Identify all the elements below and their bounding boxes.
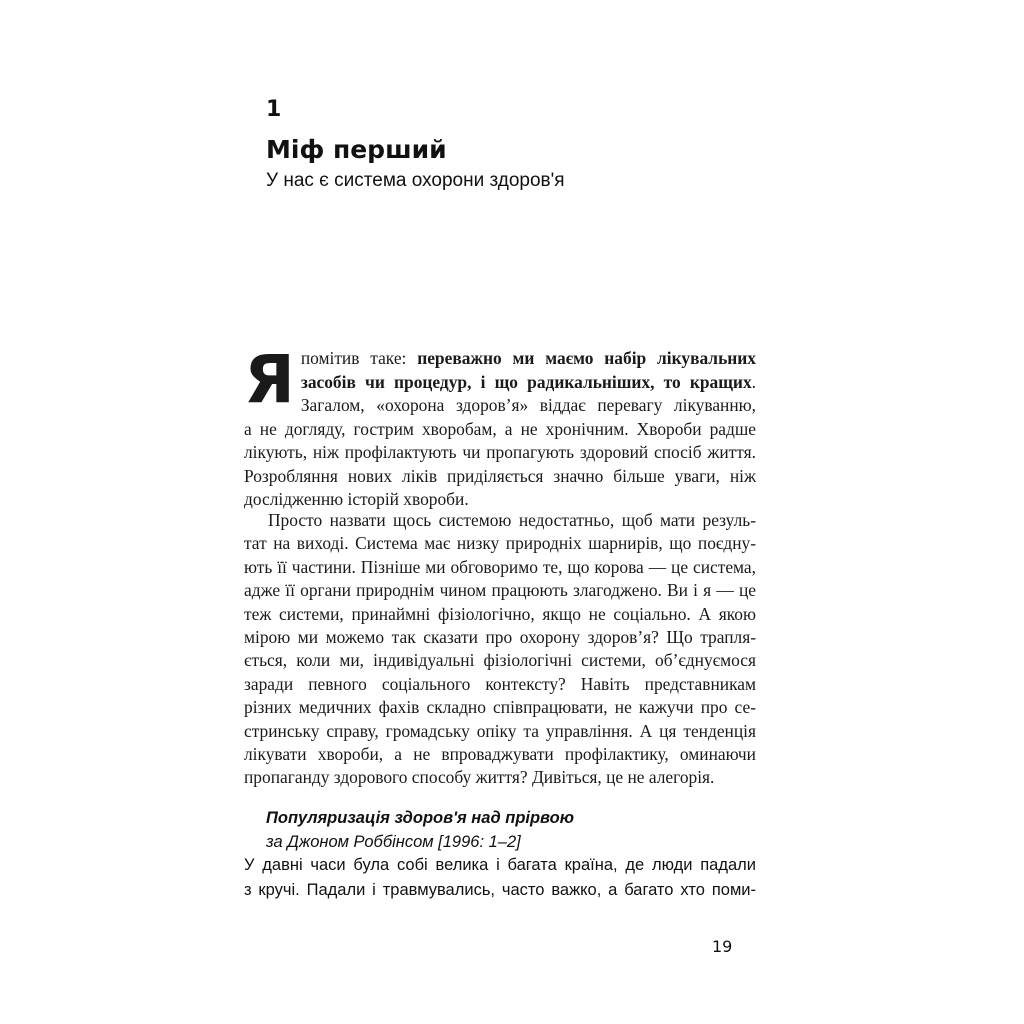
insert-title: Популяризація здоров'я над прірвою	[266, 809, 574, 827]
paragraph-2-line: теж системи, принаймні фізіологічно, якщо не соціально. А якою	[244, 603, 756, 624]
insert-body	[244, 853, 756, 902]
insert-body-line: У давні часи була собі велика і багата країна, де люди падали	[244, 856, 756, 874]
bold-text-run: засобів чи процедур, і що радикальніших, то кращих	[300, 371, 752, 392]
page-number: 19	[712, 937, 733, 956]
paragraph-1-line: Загалом, «охорона здоров’я» віддає перевагу лікуванню,	[300, 395, 756, 415]
chapter-title: Міф перший	[266, 135, 447, 164]
paragraph-1-line	[244, 347, 756, 371]
paragraph-1	[244, 341, 756, 512]
text-run: помітив таке:	[300, 348, 418, 368]
insert-body-line: з кручі. Падали і травмувались, часто важко, а багато хто поми-	[244, 880, 756, 899]
paragraph-2-line: тат на виході. Система має низку природніх шарнирів, що поєдну-	[244, 533, 756, 554]
paragraph-1-line: лікують, ніж профілактують чи пропагують здоровий спосіб життя.	[244, 442, 756, 462]
paragraph-2-line: заради певного соціального контексту? Навіть представникам	[244, 673, 756, 694]
paragraph-2-line: Просто назвати щось системою недостатньо, щоб мати резуль-	[268, 510, 756, 530]
paragraph-1-line: Розробляння нових ліків приділяється значно більше уваги, ніж	[244, 465, 756, 486]
paragraph-2-line: ється, коли ми, індивідуальні фізіологічні системи, об’єднуємося	[244, 650, 756, 671]
text-run: .	[751, 371, 756, 392]
paragraph-2-line: мірою ми можемо так сказати про охорону здоров’я? Що трапля-	[244, 627, 756, 648]
paragraph-1-line: а не догляду, гострим хворобам, а не хронічним. Хвороби радше	[244, 418, 756, 439]
paragraph-2-line: адже її органи природнім чином працюють злагоджено. Ви і я — це	[244, 580, 756, 601]
drop-cap: Я	[244, 341, 295, 418]
bold-text-run: переважно ми маємо набір лікувальних	[417, 348, 756, 368]
paragraph-2	[244, 509, 756, 790]
paragraph-1-line	[244, 371, 756, 395]
paragraph-2-line: стринську справу, громадську опіку та управління. А ця тенденція	[244, 720, 756, 741]
insert-byline: за Джоном Роббінсом [1996: 1–2]	[266, 833, 521, 851]
paragraph-2-line: лікувати хвороби, а не впроваджувати профілактику, оминаючи	[244, 744, 756, 765]
paragraph-2-line: ють її частини. Пізніше ми обговоримо те, що корова — це система,	[244, 556, 756, 577]
chapter-subtitle: У нас є система охорони здоров'я	[266, 170, 565, 191]
paragraph-2-line: різних медичних фахів складно співпрацювати, не кажучи про се-	[244, 697, 756, 718]
chapter-number: 1	[266, 97, 282, 122]
paragraph-2-line: пропаганду здорового способу життя? Дивіться, це не алегорія.	[244, 767, 715, 788]
paragraph-1-line: дослідженню історій хвороби.	[244, 489, 469, 509]
